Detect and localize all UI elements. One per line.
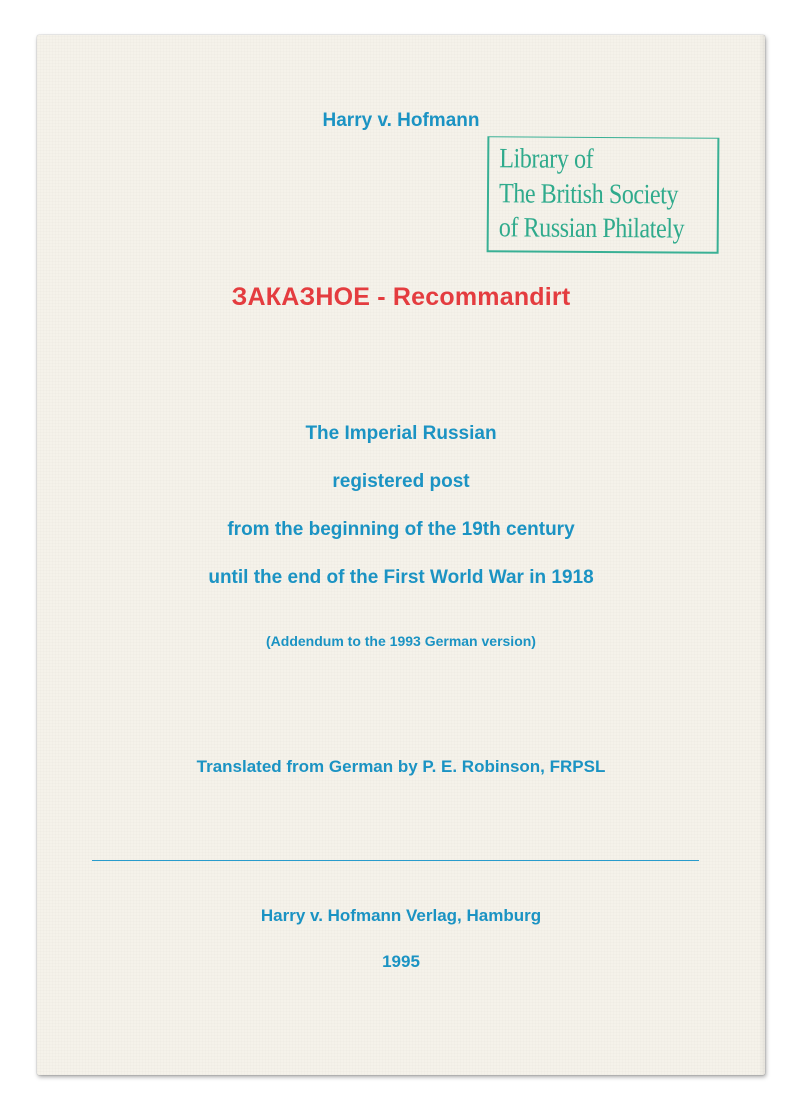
publication-year: 1995 (382, 952, 420, 971)
addendum-note: (Addendum to the 1993 German version) (266, 633, 536, 649)
publisher-name: Harry v. Hofmann Verlag, Hamburg (260, 906, 542, 925)
subtitle-line-3: from the beginning of the 19th century (227, 519, 575, 540)
subtitle-line-4: until the end of the First World War in 1918 (208, 567, 594, 588)
horizontal-rule (92, 860, 699, 861)
library-stamp (487, 136, 720, 254)
book-title: ЗАКАЗНОЕ - Recommandirt (231, 283, 571, 311)
stamp-line-1: Library of (499, 143, 594, 175)
author-name: Harry v. Hofmann (322, 110, 480, 131)
stamp-line-2: The British Society (498, 178, 679, 211)
subtitle-line-2: registered post (332, 471, 470, 492)
subtitle-line-1: The Imperial Russian (305, 423, 497, 444)
book-cover (37, 35, 765, 1075)
translator-credit: Translated from German by P. E. Robinson, FRPSL (196, 757, 606, 776)
stamp-line-3: of Russian Philately (498, 212, 685, 245)
